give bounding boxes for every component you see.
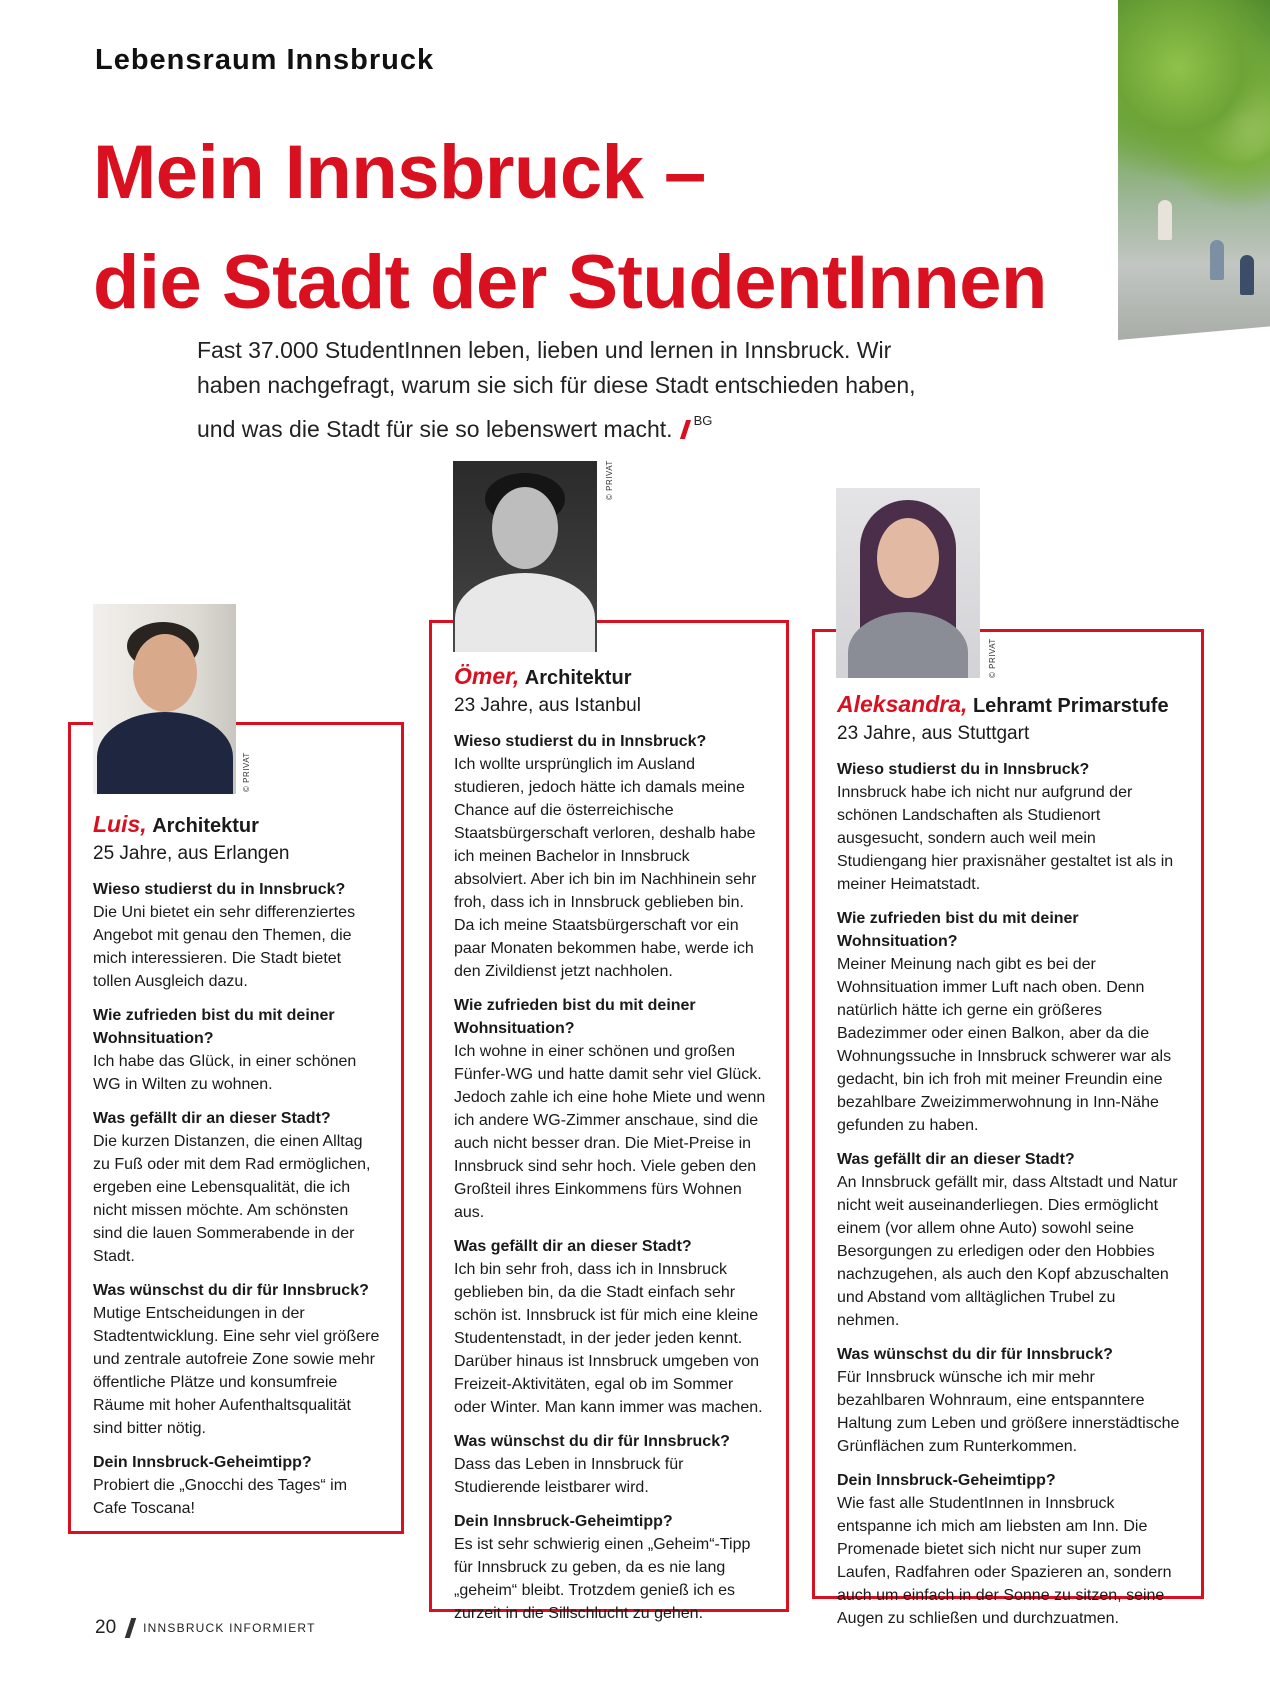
profile-study: Lehramt Primarstufe: [972, 695, 1169, 717]
question: Wie zufrieden bist du mit deiner Wohnsituation?: [454, 997, 696, 1037]
answer: Probiert die „Gnocchi des Tages“ im Cafe Toscana!: [93, 1477, 348, 1517]
photo-credit-luis: © PRIVAT: [242, 752, 251, 792]
answer: Dass das Leben in Innsbruck für Studierende leistbarer wird.: [454, 1456, 684, 1496]
profile-meta: 23 Jahre, aus Stuttgart: [837, 723, 1030, 744]
answer: Für Innsbruck wünsche ich mir mehr bezahlbaren Wohnraum, eine entspanntere Haltung zum Leben und größere innerstädtische Grünflächen zum Runterkommen.: [837, 1369, 1180, 1455]
profile-name-line: [454, 662, 766, 692]
question: Was wünschst du dir für Innsbruck?: [93, 1282, 369, 1299]
question: Dein Innsbruck-Geheimtipp?: [93, 1454, 312, 1471]
answer: Mutige Entscheidungen in der Stadtentwicklung. Eine sehr viel größere und zentrale autofreie Zone sowie mehr öffentliche Plätze und konsumfreie Räume mit hoher Aufenthaltsqualität sind bitter nötig.: [93, 1305, 380, 1437]
answer: Ich wohne in einer schönen und großen Fünfer-WG und hatte damit sehr viel Glück. Jedoch zahle ich eine hohe Miete und wenn ich andere WG-Zimmer anschaue, sind die auch nicht besser dran. Die Miet-Preise in Innsbruck sind sehr hoch. Viele geben den Großteil ihres Einkommens fürs Wohnen aus.: [454, 1043, 766, 1221]
intro-paragraph: Fast 37.000 StudentInnen leben, lieben und lernen in Innsbruck. Wir haben nachgefragt, warum sie sich für diese Stadt entschieden haben, und was die Stadt für sie so lebenswert macht.: [197, 337, 916, 442]
profile-study: Architektur: [524, 667, 632, 689]
profile-content-luis: [93, 810, 381, 1531]
question: Was gefällt dir an dieser Stadt?: [93, 1110, 331, 1127]
photo-credit-aleksandra: © PRIVAT: [988, 638, 997, 678]
page-title: [93, 118, 1047, 338]
profile-name-line: [93, 810, 381, 840]
footer-slash: [125, 1618, 136, 1638]
answer: Wie fast alle StudentInnen in Innsbruck entspanne ich mich am liebsten am Inn. Die Promenade bietet sich nicht nur super zum Laufen, Radfahren oder Spazieren an, sondern auch um einfach in der Sonne zu sitzen, seine Augen zu schließen und durchzuatmen.: [837, 1495, 1172, 1627]
accent-tick: [679, 420, 690, 439]
profile-name: Ömer,: [454, 663, 520, 689]
question: Wieso studierst du in Innsbruck?: [454, 733, 707, 750]
author-credit: BG: [693, 413, 713, 428]
question: Wie zufrieden bist du mit deiner Wohnsituation?: [837, 910, 1079, 950]
profile-name-line: [837, 690, 1182, 720]
profile-content-aleksandra: [837, 690, 1182, 1641]
intro-text: [197, 333, 957, 447]
section-label: Lebensraum Innsbruck: [95, 44, 435, 76]
title-line-2: die Stadt der StudentInnen: [93, 240, 1047, 325]
page-footer: [95, 1617, 316, 1639]
question: Wie zufrieden bist du mit deiner Wohnsituation?: [93, 1007, 335, 1047]
question: Dein Innsbruck-Geheimtipp?: [454, 1513, 673, 1530]
profile-meta: 25 Jahre, aus Erlangen: [93, 843, 290, 864]
profile-name: Luis,: [93, 811, 147, 837]
question: Was gefällt dir an dieser Stadt?: [837, 1151, 1075, 1168]
answer: Die kurzen Distanzen, die einen Alltag zu Fuß oder mit dem Rad ermöglichen, ergeben eine Lebensqualität, die ich nicht missen möchte. Am schönsten sind die lauen Sommerabende in der Stadt.: [93, 1133, 371, 1265]
question: Dein Innsbruck-Geheimtipp?: [837, 1472, 1056, 1489]
question: Wieso studierst du in Innsbruck?: [837, 761, 1090, 778]
question: Wieso studierst du in Innsbruck?: [93, 881, 346, 898]
magazine-name: INNSBRUCK INFORMIERT: [143, 1621, 316, 1635]
question: Was wünschst du dir für Innsbruck?: [454, 1433, 730, 1450]
cover-photo-park: [1118, 0, 1270, 340]
profile-study: Architektur: [152, 815, 259, 837]
answer: An Innsbruck gefällt mir, dass Altstadt und Natur nicht weit auseinanderliegen. Dies ermöglicht einem (vor allem ohne Auto) sowohl seine Besorgungen zu erledigen oder den Hobbies nachzugehen, als auch den Kopf abzuschalten und Abstand vom alltäglichen Trubel zu nehmen.: [837, 1174, 1178, 1329]
answer: Innsbruck habe ich nicht nur aufgrund der schönen Landschaften als Studienort ausgesucht, sondern auch weil mein Studiengang hier praxisnäher gestaltet ist als in meiner Heimatstadt.: [837, 784, 1174, 893]
answer: Ich habe das Glück, in einer schönen WG in Wilten zu wohnen.: [93, 1053, 357, 1093]
answer: Meiner Meinung nach gibt es bei der Wohnsituation immer Luft nach oben. Denn natürlich hätte ich gerne ein größeres Badezimmer oder einen Balkon, aber da die Wohnungssuche in Innsbruck schwerer war als gedacht, bin ich froh mit meiner Freundin eine bezahlbare Zweizimmerwohnung in Inn-Nähe gefunden zu haben.: [837, 956, 1172, 1134]
photo-credit-oemer: © PRIVAT: [605, 460, 614, 500]
question: Was wünschst du dir für Innsbruck?: [837, 1346, 1113, 1363]
question: Was gefällt dir an dieser Stadt?: [454, 1238, 692, 1255]
profile-meta: 23 Jahre, aus Istanbul: [454, 695, 641, 716]
answer: Ich wollte ursprünglich im Ausland studieren, jedoch hätte ich damals meine Chance auf die österreichische Staatsbürgerschaft verloren, deshalb habe ich meinen Bachelor in Innsbruck absolviert. Aber ich bin im Nachhinein sehr froh, dass ich in Innsbruck geblieben bin. Da ich meine Staatsbürgerschaft vor ein paar Monaten bekommen habe, werde ich den Zivildienst jetzt nachholen.: [454, 756, 757, 980]
answer: Es ist sehr schwierig einen „Geheim“-Tipp für Innsbruck zu geben, da es nie lang „geheim“ bleibt. Trotzdem genieß ich es zurzeit in die Sillschlucht zu gehen.: [454, 1536, 751, 1622]
portrait-oemer: [453, 461, 597, 652]
page-number: 20: [95, 1617, 117, 1638]
profile-name: Aleksandra,: [837, 691, 968, 717]
portrait-aleksandra: [836, 488, 980, 678]
profile-content-oemer: [454, 662, 766, 1636]
answer: Ich bin sehr froh, dass ich in Innsbruck geblieben bin, da die Stadt einfach sehr schön ist. Innsbruck ist für mich eine kleine Studentenstadt, in der jeder jeden kennt. Darüber hinaus ist Innsbruck umgeben von Freizeit-Aktivitäten, egal ob im Sommer oder Winter. Man kann immer was machen.: [454, 1261, 763, 1416]
answer: Die Uni bietet ein sehr differenziertes Angebot mit genau den Themen, die mich interessieren. Die Stadt bietet tollen Ausgleich dazu.: [93, 904, 356, 990]
portrait-luis: [93, 604, 236, 794]
title-line-1: Mein Innsbruck –: [93, 130, 706, 215]
